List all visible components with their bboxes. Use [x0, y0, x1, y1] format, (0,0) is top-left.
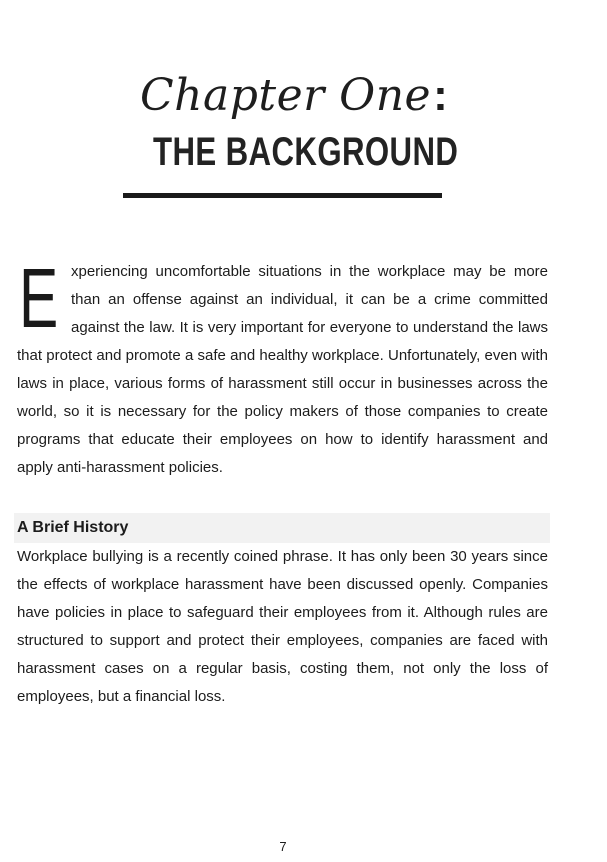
chapter-title: THE BACKGROUND: [153, 130, 459, 174]
section-heading: A Brief History: [17, 519, 129, 536]
drop-cap: E: [19, 251, 59, 345]
page-number: 7: [279, 839, 287, 854]
title-underline-rule: [123, 193, 442, 198]
chapter-colon: :: [433, 71, 449, 120]
history-paragraph: Workplace bullying is a recently coined phrase. It has only been 30 years since the effects of workplace harassment have been discussed openly. Companies have policies in place to safeguard their employees from it. Although rules are structured to support and protect their employees, companies are faced with harassment cases on a regular basis, costing them, not only the loss of employees, but a financial loss.: [17, 548, 548, 705]
intro-paragraph: [17, 251, 548, 482]
chapter-label: Chapter One: [140, 70, 432, 121]
intro-text: xperiencing uncomfortable situations in the workplace may be more than an offense against an individual, it can be a crime committed against the law. It is very important for everyone to understand the laws that protect and promote a safe and healthy workplace. Unfortunately, even with laws in place, various forms of harassment still occur in businesses across the world, so it is necessary for the policy makers of those companies to create programs that educate their employees on how to identify harassment and apply anti-harassment policies.: [17, 263, 548, 476]
chapter-script-heading: [140, 68, 448, 124]
